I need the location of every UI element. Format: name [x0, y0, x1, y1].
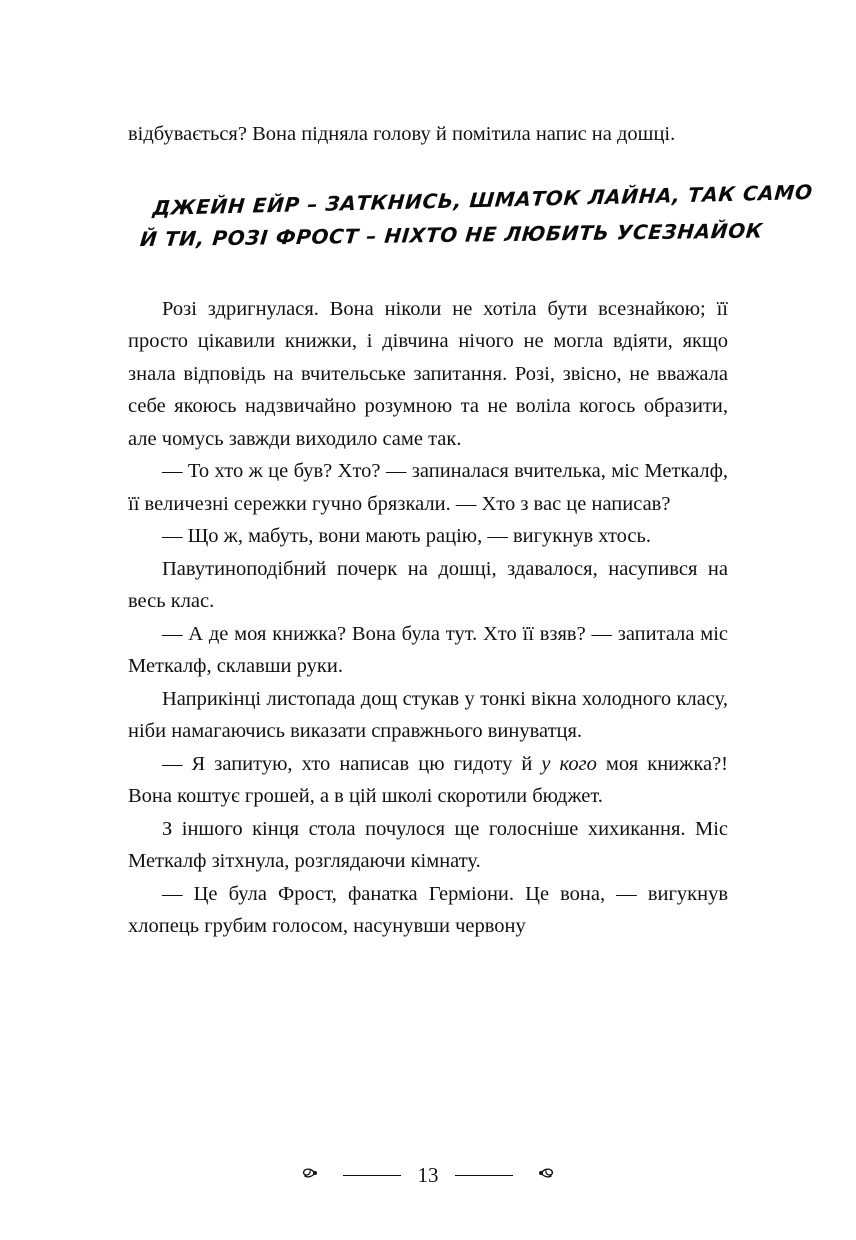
- floral-ornament-right-icon: [527, 1164, 555, 1187]
- emphasis-text: у кого: [541, 752, 597, 775]
- graffiti-line-1: ДЖЕЙН ЕЙР – ЗАТКНИСЬ, ШМАТОК ЛАЙНА, ТАК САМО: [151, 179, 814, 220]
- graffiti-text: [139, 176, 814, 258]
- paragraph: — А де моя книжка? Вона була тут. Хто її взяв? — запитала міс Меткалф, склавши руки.: [128, 622, 728, 677]
- paragraph-prefix: — Я запитую, хто написав цю гидоту й: [162, 752, 542, 775]
- paragraph-with-italic: [128, 748, 728, 813]
- paragraph: — Що ж, мабуть, вони мають рацію, — вигукнув хтось.: [162, 525, 652, 547]
- paragraph: Наприкінці листопада дощ стукав у тонкі вікна холодного класу, ніби намагаючись виказати справжнього винуватця.: [128, 687, 728, 742]
- paragraph: Розі здригнулася. Вона ніколи не хотіла бути всезнайкою; її просто цікавили книжки, і дівчина нічого не могла вдіяти, якщо знала відповідь на вчительське запитання. Розі, звісно, не вважала себе якоюсь надзвичайно розумною та не воліла когось образити, але чомусь завжди виходило саме так.: [128, 297, 728, 450]
- text-column: [128, 118, 814, 943]
- chalkboard-graffiti: [128, 179, 814, 259]
- paragraph: З іншого кінця стола почулося ще голосніше хихикання. Міс Меткалф зітхнула, розглядаючи кімнату.: [128, 817, 728, 872]
- floral-ornament-left-icon: [301, 1164, 329, 1187]
- paragraph: — То хто ж це був? Хто? — запиналася вчителька, міс Меткалф, її величезні сережки гучно брязкали. — Хто з вас це написав?: [128, 460, 728, 515]
- page-number: 13: [417, 1163, 439, 1187]
- paragraph: — Це була Фрост, фанатка Герміони. Це вона, — вигукнув хлопець грубим голосом, насунувши червону: [128, 882, 728, 937]
- graffiti-line-2: Й ТИ, РОЗІ ФРОСТ – НІХТО НЕ ЛЮБИТЬ УСЕЗНАЙОК: [139, 217, 764, 251]
- paragraph: Павутиноподібний почерк на дошці, здавалося, насупився на весь клас.: [128, 557, 728, 612]
- page-footer: [0, 1163, 856, 1188]
- footer-rule-left: [343, 1175, 401, 1177]
- paragraph-suffix: моя книжка?! Вона коштує грошей, а в цій школі скоротили бюджет.: [128, 752, 728, 807]
- footer-rule-right: [455, 1175, 513, 1177]
- paragraph-continuation: відбувається? Вона підняла голову й помітила напис на дошці.: [128, 123, 676, 145]
